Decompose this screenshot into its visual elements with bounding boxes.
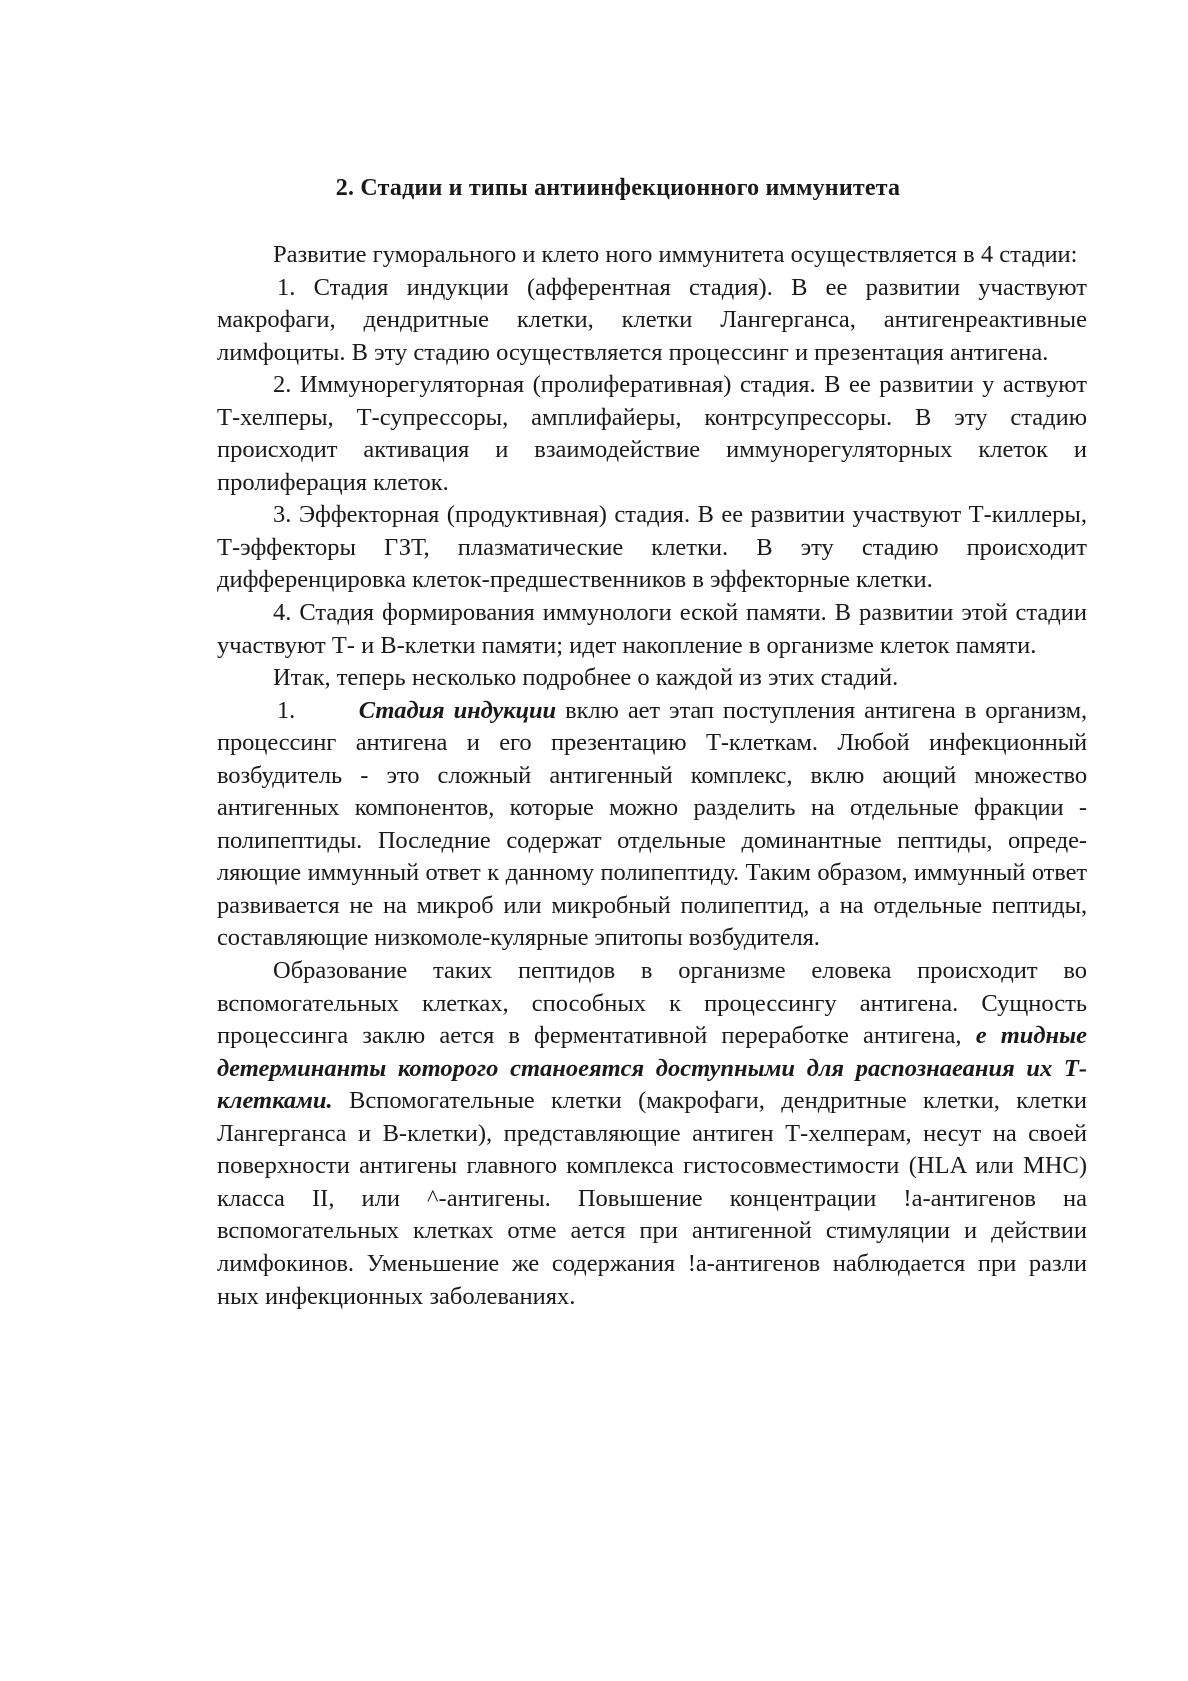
paragraph-stage-3: 3. Эффекторная (продуктивная) стадия. В ее развитии участвуют Т-киллеры, Т-эффекторы ГЗТ, плазматические клетки. В эту стадию происходит дифференцировка клеток-предшественников в эффекторные клетки.	[217, 501, 1087, 594]
paragraph-intro: Развитие гуморального и клето ного иммунитета осуществляется в 4 стадии:	[273, 241, 1078, 268]
section-title: 2. Стадии и типы антиинфекционного иммунитета	[335, 175, 901, 201]
paragraph-stage-4: 4. Стадия формирования иммунологи еской памяти. В развитии этой стадии участвуют Т- и В-клетки памяти; идет накопление в организме клеток памяти.	[217, 599, 1087, 659]
induction-text: вклю ает этап поступления антигена в организм, процессинг антигена и его презентацию Т-клеткам. Любой инфекционный возбудитель - это сложный антигенный комплекс, вклю ающий множество антигенных компонентов, которые можно разделить на отдельные фракции - полипептиды. Последние содержат отдельные доминантные пептиды, опреде-ляющие иммунный ответ к данному полипептиду. Таким образом, иммунный ответ развивается не на микроб или микробный полипептид, а на отдельные пептиды, составляющие низкомоле-кулярные эпитопы возбудителя.	[217, 696, 1088, 952]
processing-text-after: Вспомогательные клетки (макрофаги, дендритные клетки, клетки Лангерганса и В-клетки), представляющие антиген Т-хелперам, несут на своей поверхности антигены главного комплекса гистосовместимости (HLA или МНС) класса II, или ^-антигены. Повышение концентрации !а-антигенов на вспомогательных клетках отме ается при антигенной стимуляции и действии лимфокинов. Уменьшение же содержания !а-антигенов наблюдается при разли ных инфекционных заболеваниях.	[217, 1087, 1087, 1310]
paragraph-stage-1: 1. Стадия индукции (афферентная стадия). В ее развитии участвуют макрофаги, дендритные клетки, клетки Лангерганса, антигенреактивные лимфоциты. В эту стадию осуществляется процессинг и презентация антигена.	[217, 273, 1087, 366]
paragraph-summary: Итак, теперь несколько подробнее о каждой из этих стадий.	[273, 664, 899, 692]
induction-number: 1.	[277, 696, 296, 724]
processing-text-before: Образование таких пептидов в организме еловека происходит во вспомогательных клетках, способных к процессингу антигена. Сущность процессинга заклю ается в ферментативной переработке антигена,	[217, 957, 1087, 1050]
paragraph-processing	[217, 955, 1087, 1313]
paragraph-stage-2: 2. Иммунорегуляторная (пролиферативная) стадия. В ее развитии у аствуют Т-хелперы, Т-супрессоры, амплифайеры, контрсупрессоры. В эту стадию происходит активация и взаимодействие иммунорегуляторных клеток и пролиферация клеток.	[217, 371, 1087, 496]
paragraph-induction	[217, 695, 1087, 955]
processing-emphasis: е тидные детерминанты которого станоеятся доступными для распознаеания их Т-клетками.	[217, 1022, 1088, 1115]
document-body	[217, 239, 1087, 1313]
induction-term: Стадия индукции	[358, 696, 557, 724]
